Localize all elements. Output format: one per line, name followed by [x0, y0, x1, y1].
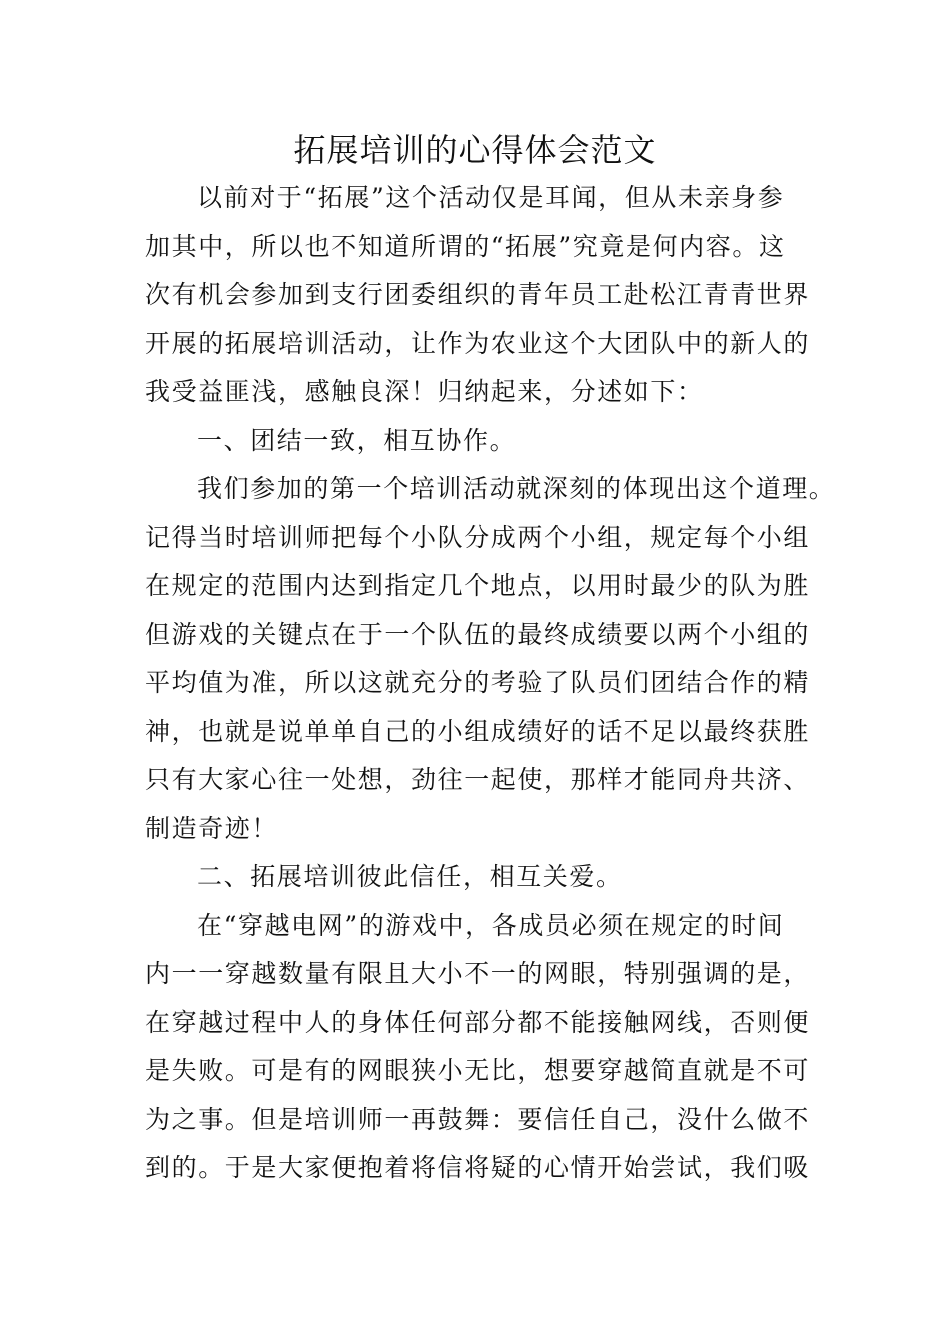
paragraph-line: 在穿越过程中人的身体任何部分都不能接触网线，否则便 [145, 1007, 811, 1037]
paragraph-line: 加其中，所以也不知道所谓的“拓展”究竟是何内容。这 [145, 231, 786, 261]
section-heading: 二、拓展培训彼此信任，相互关爱。 [197, 862, 623, 891]
paragraph-line: 我受益匪浅，感触良深！归纳起来，分述如下： [145, 377, 704, 406]
paragraph-line: 到的。于是大家便抱着将信将疑的心情开始尝试，我们吸 [145, 1153, 811, 1182]
paragraph-line: 以前对于“拓展”这个活动仅是耳闻，但从未亲身参 [197, 183, 785, 212]
paragraph-line: 在“穿越电网”的游戏中，各成员必须在规定的时间 [197, 910, 785, 940]
paragraph-line: 平均值为准，所以这就充分的考验了队员们团结合作的精 [145, 668, 811, 697]
paragraph-line: 记得当时培训师把每个小队分成两个小组，规定每个小组 [145, 522, 811, 552]
paragraph-line: 我们参加的第一个培训活动就深刻的体现出这个道理。 [197, 474, 836, 503]
document-body [145, 174, 845, 1193]
paragraph-line: 只有大家心往一处想，劲往一起使，那样才能同舟共济、 [145, 765, 811, 794]
section-heading: 一、团结一致，相互协作。 [197, 425, 517, 455]
document-title: 拓展培训的心得体会范文 [293, 131, 657, 169]
paragraph-line: 内一一穿越数量有限且大小不一的网眼，特别强调的是， [145, 959, 811, 988]
paragraph-line: 次有机会参加到支行团委组织的青年员工赴松江青青世界 [145, 280, 811, 309]
paragraph-line: 但游戏的关键点在于一个队伍的最终成绩要以两个小组的 [145, 619, 811, 649]
paragraph-line: 开展的拓展培训活动，让作为农业这个大团队中的新人的 [145, 328, 811, 358]
paragraph-line: 是失败。可是有的网眼狭小无比，想要穿越简直就是不可 [145, 1056, 811, 1085]
paragraph-line: 神，也就是说单单自己的小组成绩好的话不足以最终获胜 [145, 716, 811, 746]
paragraph-line: 在规定的范围内达到指定几个地点，以用时最少的队为胜 [145, 571, 811, 600]
paragraph-line: 为之事。但是培训师一再鼓舞：要信任自己，没什么做不 [145, 1104, 811, 1134]
paragraph-line: 制造奇迹！ [145, 813, 279, 843]
